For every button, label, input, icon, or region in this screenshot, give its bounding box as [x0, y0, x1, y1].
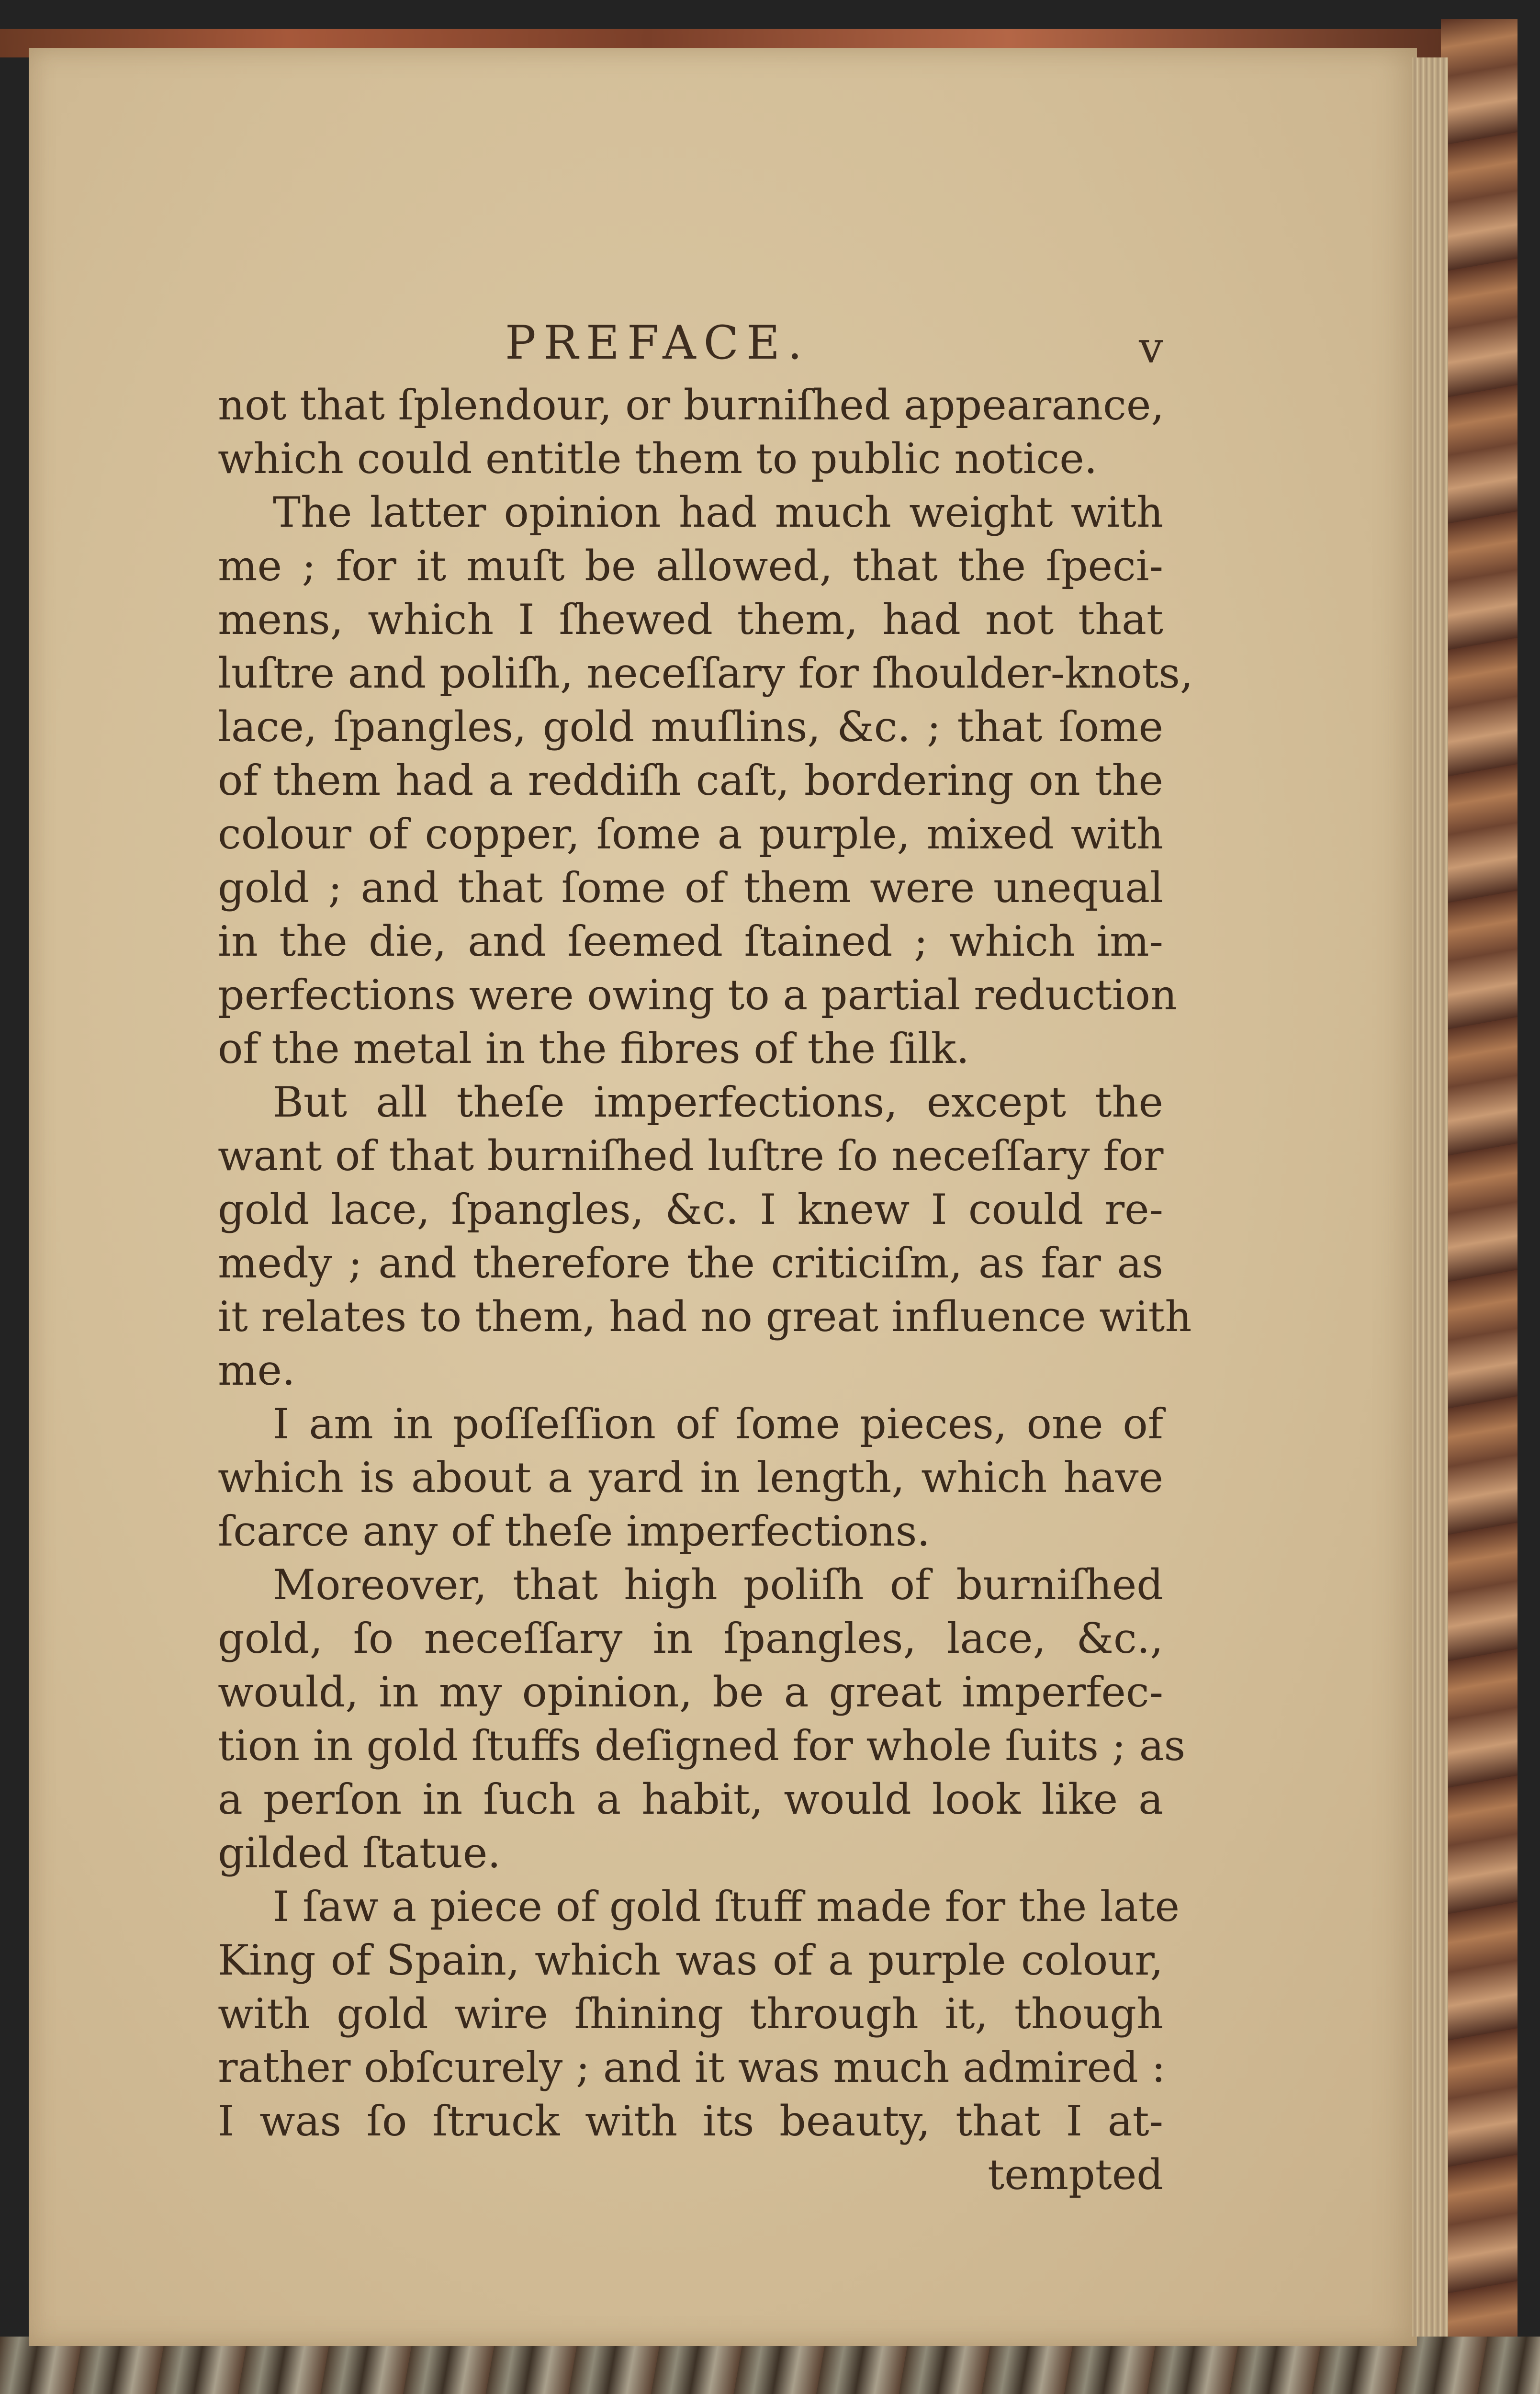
text-line: Moreover, that high poliſh of burniſhed: [273, 1560, 1163, 1609]
text-line: gold lace, ſpangles, &c. I knew I could re-: [218, 1185, 1163, 1234]
text-line: a perſon in ſuch a habit, would look like a: [218, 1775, 1163, 1824]
marbled-board-edge: [1441, 19, 1518, 2394]
text-line: it relates to them, had no great influence with: [218, 1292, 1192, 1341]
text-line: luſtre and poliſh, neceſſary for ſhoulder-knots,: [218, 649, 1193, 698]
page-number: v: [1139, 323, 1163, 373]
text-line: gold, ſo neceſſary in ſpangles, lace, &c.,: [218, 1614, 1163, 1663]
page-fore-edge: [1412, 57, 1448, 2337]
text-line: I am in poſſeſſion of ſome pieces, one of: [273, 1400, 1163, 1448]
text-line: King of Spain, which was of a purple colour,: [218, 1936, 1163, 1985]
text-line: gilded ſtatue.: [218, 1829, 501, 1877]
running-head: PREFACE.: [505, 316, 810, 370]
text-line: in the die, and ſeemed ſtained ; which im-: [218, 917, 1163, 966]
text-line: I ſaw a piece of gold ſtuff made for the late: [273, 1882, 1180, 1931]
text-line: with gold wire ſhining through it, though: [218, 1989, 1163, 2038]
text-line: want of that burniſhed luſtre ſo neceſſary for: [218, 1131, 1164, 1180]
text-line: The latter opinion had much weight with: [273, 488, 1163, 537]
text-line: colour of copper, ſome a purple, mixed with: [218, 810, 1163, 858]
text-line: tion in gold ſtuffs deſigned for whole ſuits ; as: [218, 1721, 1186, 1770]
text-line: of them had a reddiſh caſt, bordering on the: [218, 756, 1163, 805]
text-line: perfections were owing to a partial reduction: [218, 971, 1177, 1019]
text-block: [218, 316, 1193, 2202]
text-line: I was ſo ſtruck with its beauty, that I at-: [218, 2097, 1163, 2146]
text-line: which could entitle them to public notice.: [218, 434, 1098, 483]
text-line: which is about a yard in length, which have: [218, 1453, 1163, 1502]
text-line: lace, ſpangles, gold muſlins, &c. ; that ſome: [218, 702, 1163, 751]
page-header: [218, 316, 1163, 378]
text-line: But all theſe imperfections, except the: [273, 1078, 1163, 1127]
text-line: not that ſplendour, or burniſhed appearance,: [218, 381, 1164, 429]
text-line: would, in my opinion, be a great imperfec-: [218, 1668, 1163, 1716]
book-page: [29, 48, 1417, 2346]
text-line: me.: [218, 1346, 295, 1395]
text-line: ſcarce any of theſe imperfections.: [218, 1507, 931, 1556]
catchword: tempted: [988, 2150, 1163, 2199]
text-line: rather obſcurely ; and it was much admired :: [218, 2043, 1166, 2092]
body-text: [218, 378, 1193, 2148]
text-line: me ; for it muſt be allowed, that the ſpeci-: [218, 542, 1163, 590]
text-line: gold ; and that ſome of them were unequal: [218, 863, 1163, 912]
text-line: mens, which I ſhewed them, had not that: [218, 595, 1163, 644]
text-line: medy ; and therefore the criticiſm, as far as: [218, 1239, 1163, 1287]
text-line: of the metal in the fibres of the ſilk.: [218, 1024, 969, 1073]
